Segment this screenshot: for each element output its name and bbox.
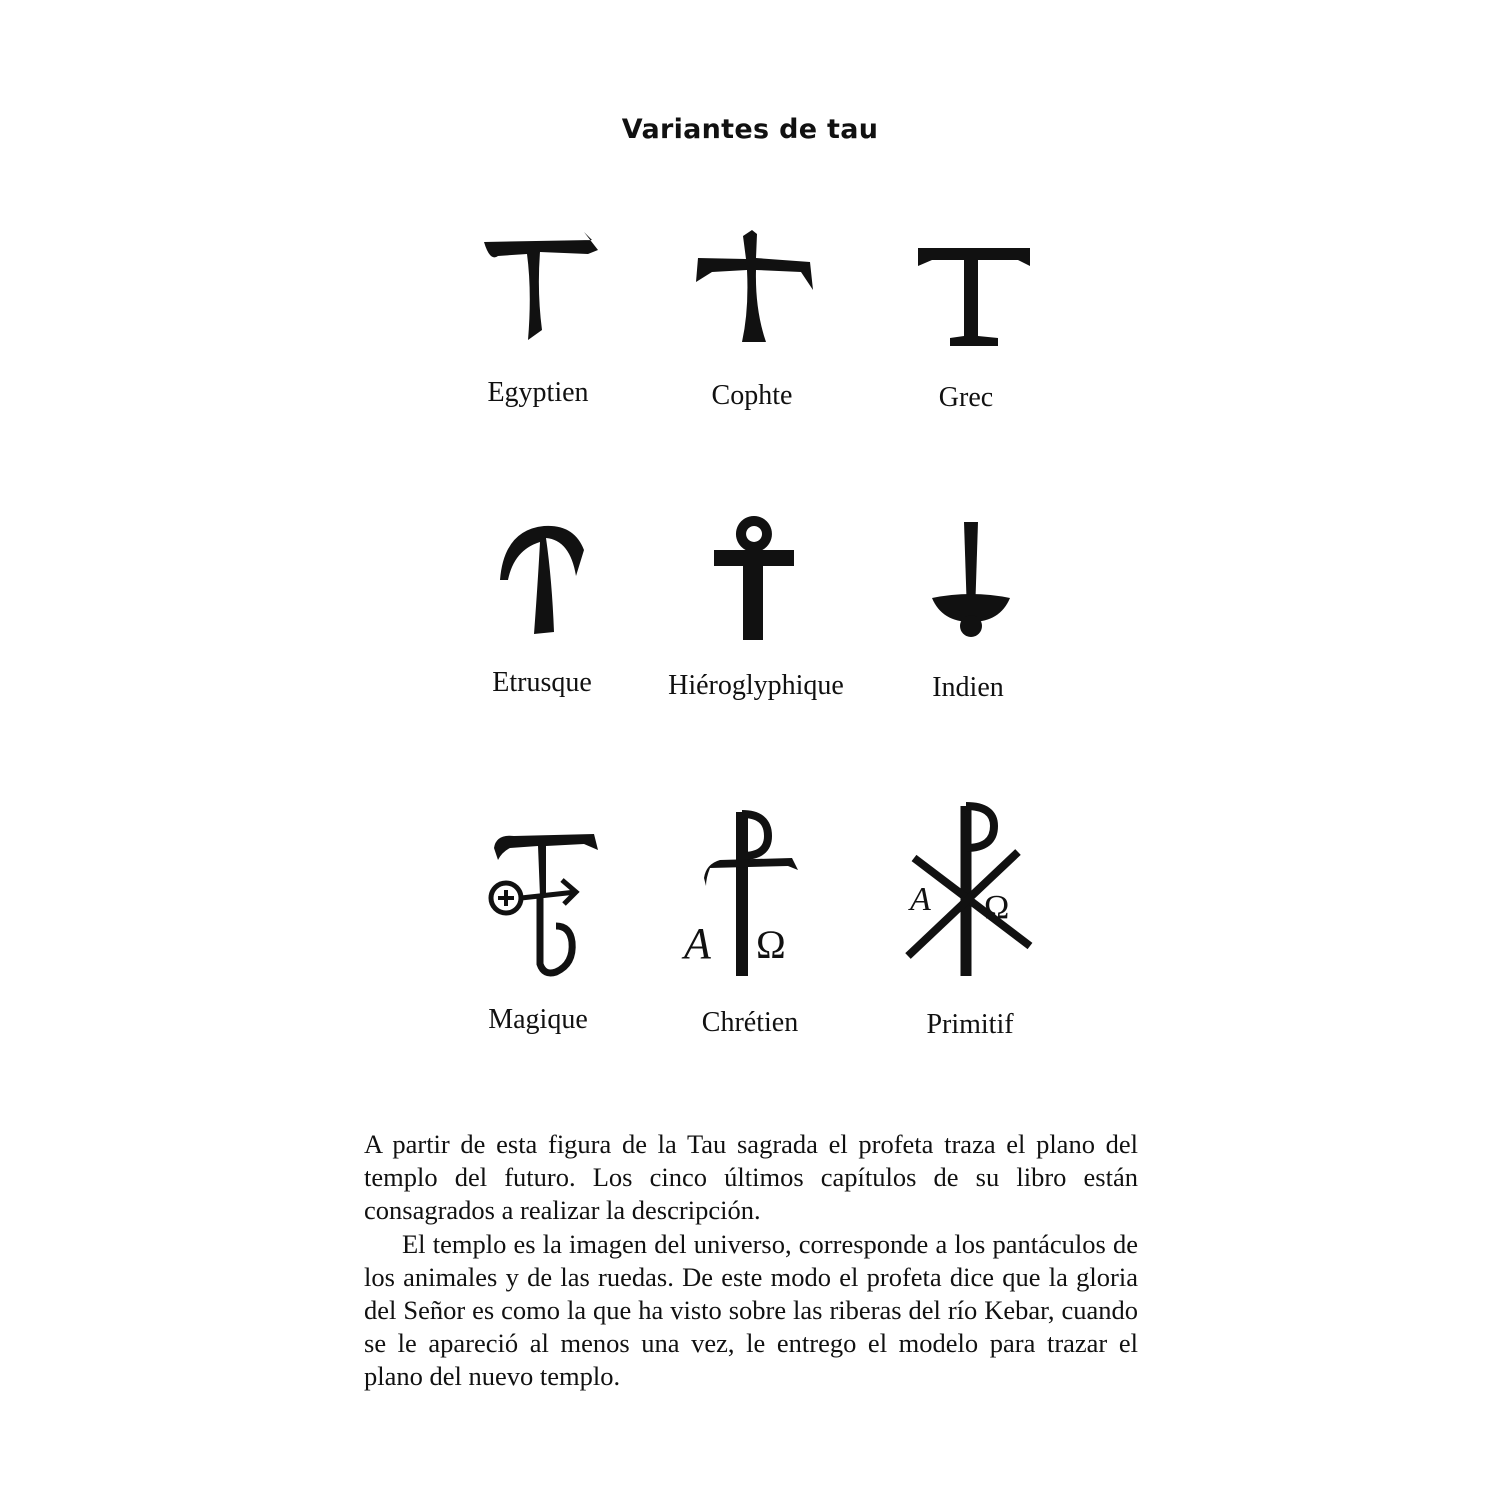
chi-rho-christian-icon bbox=[680, 808, 802, 978]
paragraph: El templo es la imagen del universo, corresponde a los pantáculos de los animales y de las ruedas. De este modo el profeta dice que la gloria del Señor es como la que ha visto sobre las riberas del río Kebar, cuando se le apareció al menos una vez, le entrego el modelo para trazar el plano del nuevo templo. bbox=[364, 1228, 1138, 1392]
caption-indien: Indien bbox=[932, 672, 1004, 703]
caption-etrusque: Etrusque bbox=[492, 667, 592, 698]
etruscan-tau-icon bbox=[494, 520, 590, 638]
alpha-letter: A bbox=[910, 881, 931, 918]
ankh-icon bbox=[710, 512, 798, 644]
greek-tau-icon bbox=[916, 244, 1034, 348]
alpha-letter: A bbox=[684, 919, 711, 968]
page-title: Variantes de tau bbox=[621, 114, 879, 145]
body-text bbox=[364, 1128, 1138, 1394]
caption-egyptien: Egyptien bbox=[487, 377, 589, 408]
magic-tau-icon bbox=[484, 826, 606, 978]
caption-chretien: Chrétien bbox=[701, 1007, 799, 1038]
egyptian-tau-icon bbox=[480, 232, 602, 344]
caption-magique: Magique bbox=[488, 1004, 588, 1035]
caption-grec: Grec bbox=[938, 382, 994, 413]
omega-letter: Ω bbox=[756, 922, 786, 967]
paragraph: A partir de esta figura de la Tau sagrada el profeta traza el plano del templo del futuro. Los cinco últimos capítulos de su libro están consagrados a realizar la descripción. bbox=[364, 1129, 1138, 1226]
omega-letter: Ω bbox=[984, 889, 1010, 926]
caption-hieroglyphique: Hiéroglyphique bbox=[668, 670, 844, 701]
caption-cophte: Cophte bbox=[711, 380, 793, 411]
coptic-tau-icon bbox=[692, 230, 817, 348]
caption-primitif: Primitif bbox=[926, 1009, 1014, 1040]
chi-rho-primitive-icon bbox=[900, 798, 1038, 980]
indian-tau-icon bbox=[928, 518, 1014, 640]
